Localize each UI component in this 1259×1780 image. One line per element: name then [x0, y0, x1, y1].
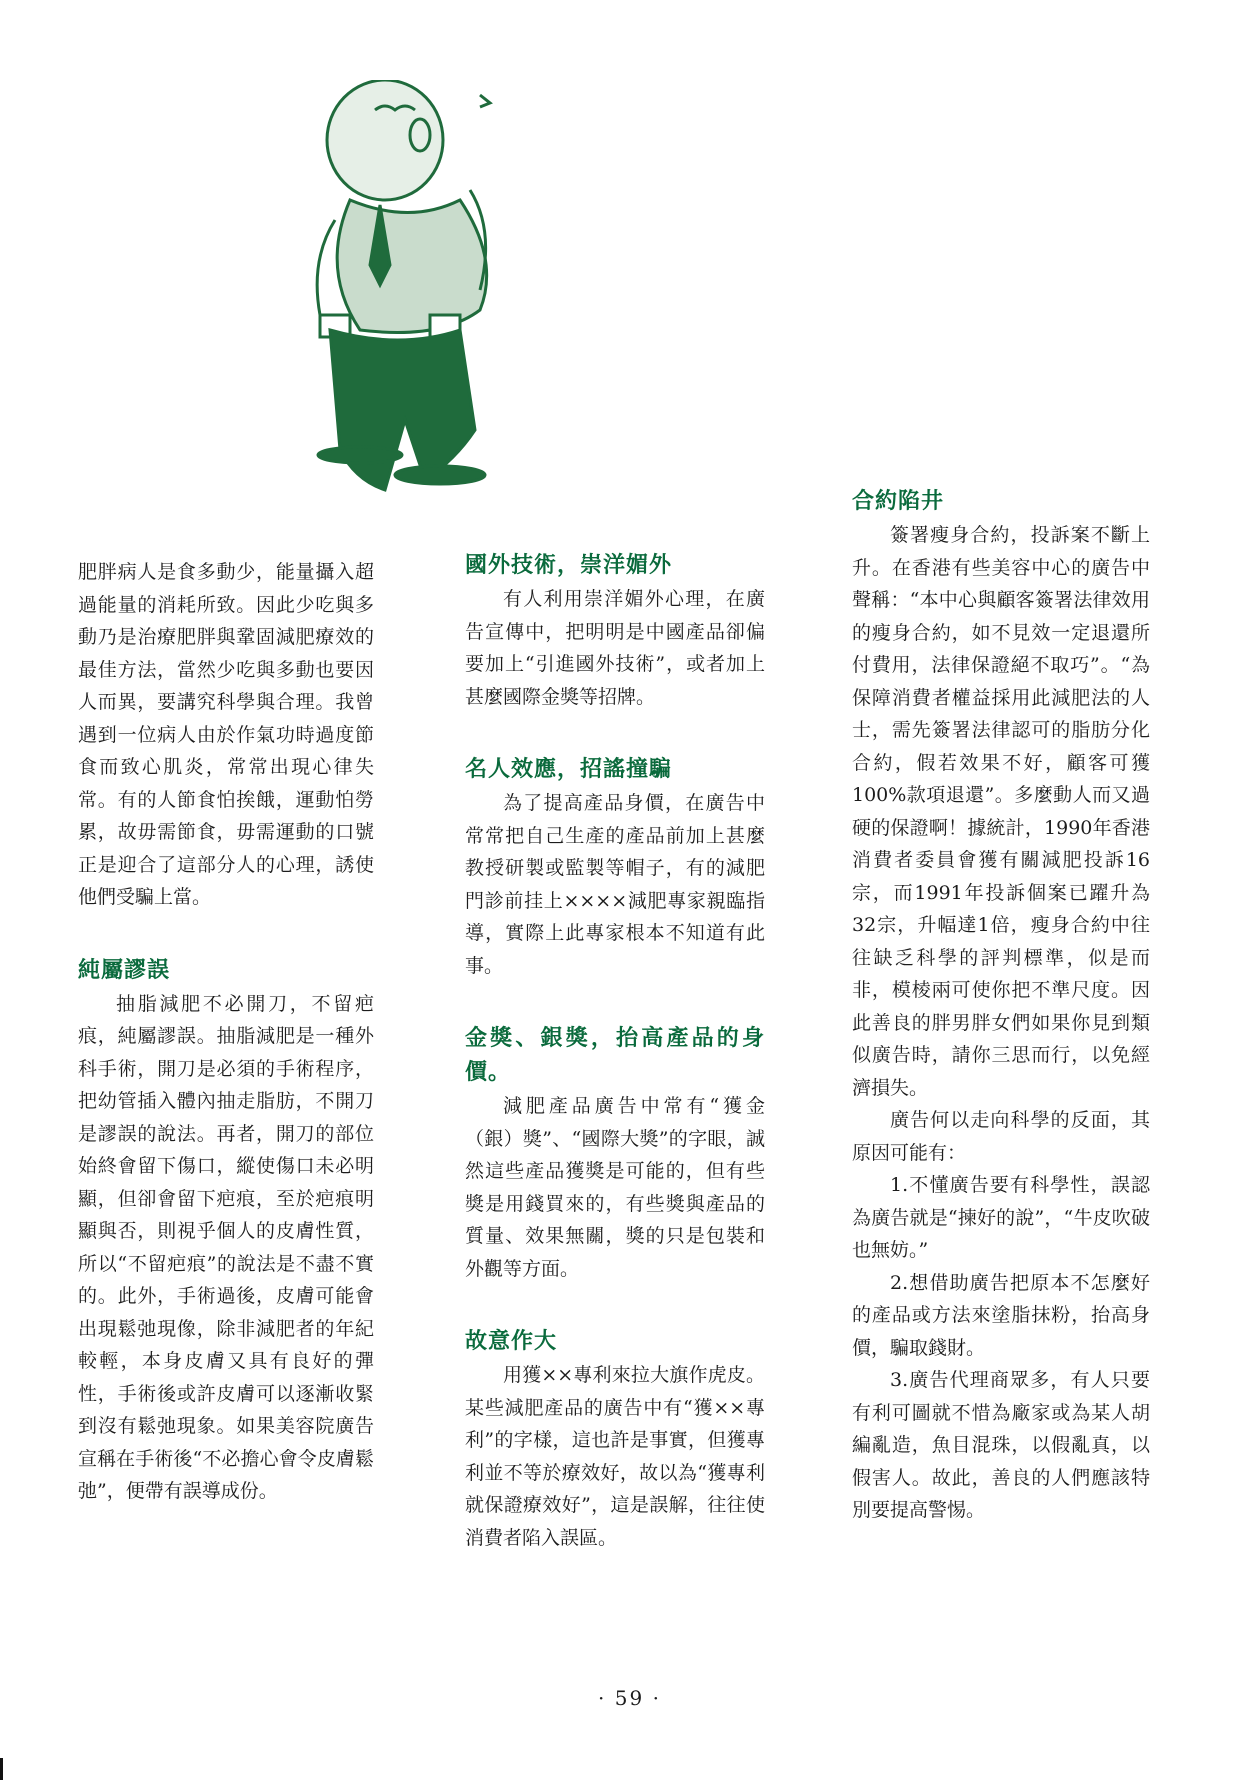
- column-3: [852, 487, 1150, 1527]
- overweight-man-icon: [280, 80, 560, 540]
- paragraph-guyi: 用獲××專利來拉大旗作虎皮。某些減肥產品的廣告中有“獲××專利”的字樣，這也許是事實，但獲專利並不等於療效好，故以為“獲專利就保證療效好”，這是誤解，往往使消費者陷入誤區。: [465, 1364, 765, 1549]
- paragraph-jinjiang: 減肥產品廣告中常有“獲金（銀）獎”、“國際大獎”的字眼，誠然這些產品獲獎是可能的，但有些獎是用錢買來的，有些獎與產品的質量、效果無關，獎的只是包裝和外觀等方面。: [465, 1095, 765, 1280]
- paragraph-reason-1: 1.不懂廣告要有科學性，誤認為廣告就是“揀好的說”，“牛皮吹破也無妨。”: [852, 1174, 1150, 1261]
- column-1: [78, 556, 374, 1508]
- intro-paragraph: 肥胖病人是食多動少，能量攝入超過能量的消耗所致。因此少吃與多動乃是治療肥胖與鞏固減肥療效的最佳方法，當然少吃與多動也要因人而異，要講究科學與合理。我曾遇到一位病人由於作氣功時過度節食而致心肌炎，常常出現心律失常。有的人節食怕挨餓，運動怕勞累，故毋需節食，毋需運動的口號正是迎合了這部分人的心理，誘使他們受騙上當。: [78, 561, 374, 908]
- heading-mingren: 名人效應，招謠撞騙: [465, 757, 673, 782]
- paragraph-guowai: 有人利用崇洋媚外心理，在廣告宣傳中，把明明是中國產品卻偏要加上“引進國外技術”，或者加上甚麼國際金獎等招牌。: [465, 588, 765, 708]
- paragraph-mingren: 為了提高產品身價，在廣告中常常把自己生產的產品前加上甚麼教授研製或監製等帽子，有的減肥門診前挂上××××減肥專家親臨指導，實際上此專家根本不知道有此事。: [465, 792, 765, 977]
- column-2: [465, 549, 765, 1554]
- heading-heyue: 合約陷井: [852, 489, 945, 514]
- paragraph-heyue: 簽署瘦身合約，投訴案不斷上升。在香港有些美容中心的廣告中聲稱：“本中心與顧客簽署法律效用的瘦身合約，如不見效一定退還所付費用，法律保證絕不取巧”。“為保障消費者權益採用此減肥法的人士，需先簽署法律認可的脂肪分化合約，假若效果不好，顧客可獲100%款項退還”。多麼動人而又過硬的保證啊！據統計，1990年香港消費者委員會獲有關減肥投訴16宗，而1991年投訴個案已躍升為32宗，升幅達1倍，瘦身合約中往往缺乏科學的評判標準，似是而非，模棱兩可使你把不準尺度。因此善良的胖男胖女們如果你見到類似廣告時，請你三思而行，以免經濟損失。: [852, 524, 1150, 1099]
- heading-chunshu: 純屬謬誤: [78, 957, 171, 983]
- paragraph-reason-3: 3.廣告代理商眾多，有人只要有利可圖就不惜為廠家或為某人胡編亂造，魚目混珠，以假亂真，以假害人。故此，善良的人們應該特別要提高警惕。: [852, 1369, 1150, 1521]
- heading-guowai: 國外技術，崇洋媚外: [465, 553, 673, 578]
- paragraph-reasons-intro: 廣告何以走向科學的反面，其原因可能有：: [852, 1109, 1150, 1164]
- overweight-man-illustration: [280, 80, 560, 540]
- page-number: · 59 ·: [598, 1686, 661, 1710]
- scan-edge-mark: [0, 1758, 3, 1780]
- paragraph-chunshu: 抽脂減肥不必開刀，不留疤痕，純屬謬誤。抽脂減肥是一種外科手術，開刀是必須的手術程序，把幼管插入體內抽走脂肪，不開刀是謬誤的說法。再者，開刀的部位始終會留下傷口，縱使傷口未必明顯，但卻會留下疤痕，至於疤痕明顯與否，則視乎個人的皮膚性質，所以“不留疤痕”的說法是不盡不實的。此外，手術過後，皮膚可能會出現鬆弛現像，除非減肥者的年紀較輕，本身皮膚又具有良好的彈性，手術後或許皮膚可以逐漸收緊到沒有鬆弛現象。如果美容院廣告宣稱在手術後“不必擔心會令皮膚鬆弛”，便帶有誤導成份。: [78, 992, 374, 1502]
- heading-guyi: 故意作大: [465, 1329, 558, 1354]
- heading-jinjiang: 金獎、銀獎，抬高產品的身價。: [465, 1026, 765, 1085]
- paragraph-reason-2: 2.想借助廣告把原本不怎麼好的產品或方法來塗脂抹粉，抬高身價，騙取錢財。: [852, 1271, 1150, 1359]
